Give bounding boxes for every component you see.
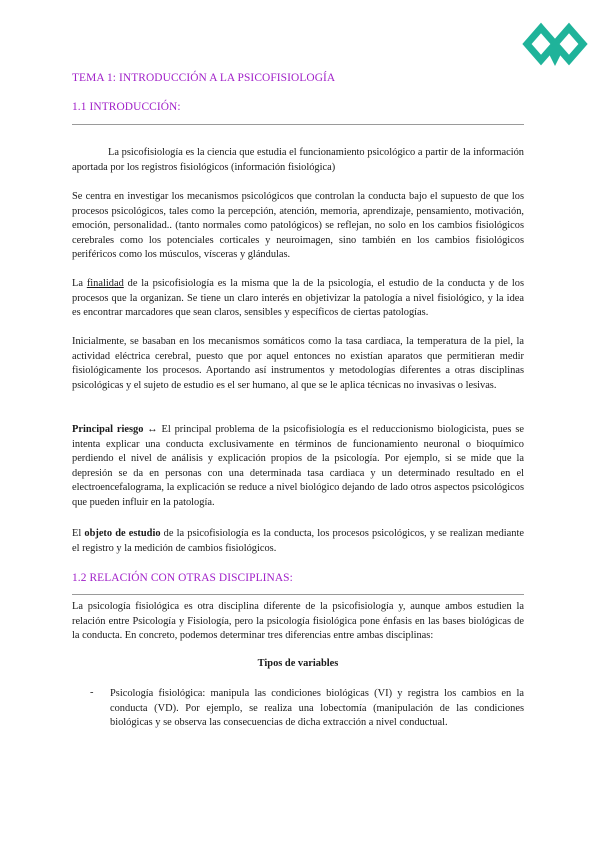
paragraph-definicion: La psicofisiología es la ciencia que estudia el funcionamiento psicológico a partir de la información aportada por los registros fisiológicos (información fisiológica): [72, 147, 524, 173]
bold-term: objeto de estudio: [84, 528, 161, 539]
section-heading-relacion: 1.2 RELACIÓN CON OTRAS DISCIPLINAS:: [72, 572, 293, 584]
wuolah-diamond-logo-icon: [522, 22, 588, 72]
section-divider: [72, 594, 524, 595]
paragraph-objeto: [72, 527, 524, 556]
bold-term: Principal riesgo: [72, 424, 144, 435]
paragraph-mecanismos: Se centra en investigar los mecanismos psicológicos que controlan la conducta bajo el supuesto de que los procesos psicológicos, tales como la percepción, atención, memoria, aprendizaje, pensamiento, motivación, emoción, personalidad.. (tanto normales como patológicos) se reflejan, no solo en los cambios fisiológicos cerebrales como los potenciales corticales y neuroimagen, sino también en los cambios fisiológicos periféricos como los músculos, vísceras y glándulas.: [72, 191, 524, 261]
paragraph-finalidad: [72, 277, 524, 321]
text: ↔ El principal problema de la psicofisiología es el reduccionismo biologicista, pues se intenta explicar una conducta exclusivamente en términos de funcionamiento neuronal o bioquímico perdiendo el nivel de análisis y explicación propios de la psicología. Por ejemplo, si se mide que la depresión se da en personas con una determinada tasa cardiaca y un determinado resultado en el electroencefalograma, la explicación se reduce a nivel biológico dejando de lado otros aspectos psicológicos que pueden influir en la patología.: [72, 424, 524, 508]
paragraph-riesgo: [72, 423, 524, 511]
subheading-tipos-variables: Tipos de variables: [257, 658, 339, 669]
text: La: [72, 278, 87, 289]
section-divider: [72, 124, 524, 125]
text: El: [72, 528, 85, 539]
underlined-term: finalidad: [86, 278, 124, 289]
section-heading-introduccion: 1.1 INTRODUCCIÓN:: [72, 101, 181, 113]
bullet-item: Psicología fisiológica: manipula las condiciones biológicas (VI) y registra los cambios en la conducta (VD). Por ejemplo, se realiza una lobectomía (manipulación de las condiciones biológicas y se observa las consecuencias de dicha extracción a nivel conductual.: [110, 688, 524, 729]
text: de la psicofisiología es la misma que la de la psicología, el estudio de la conducta y de los procesos que la organizan. Se tiene un claro interés en objetivizar la patología a nivel fisiológico, y la idea es encontrar marcadores que sean claros, sensibles y específicos de ciertas patologías.: [72, 278, 524, 319]
text: de la psicofisiología es la conducta, los procesos psicológicos, y se realizan mediante el registro y la medición de cambios fisiológicos.: [72, 528, 524, 554]
document-title: TEMA 1: INTRODUCCIÓN A LA PSICOFISIOLOGÍA: [72, 72, 336, 84]
paragraph-psicologia-fisiologica: La psicología fisiológica es otra disciplina diferente de la psicofisiología y, aunque ambos estudien la relación entre Psicología y Fisiología, pero la psicología fisiológica pone énfasis en las bases biológicas de la conducta. En concreto, podemos determinar tres diferencias entre ambas disciplinas:: [72, 601, 524, 642]
bullet-marker: -: [90, 687, 94, 698]
paragraph-inicialmente: Inicialmente, se basaban en los mecanismos somáticos como la tasa cardiaca, la temperatura de la piel, la actividad eléctrica cerebral, puesto que por aquel entonces no existían aparatos que permitieran medir fisiológicamente los procesos. Aportando así instrumentos y metodologías diferentes a otras disciplinas psicológicas y el sujeto de estudio es el ser humano, al que se le aplica técnicas no invasivas o lesivas.: [72, 336, 524, 391]
